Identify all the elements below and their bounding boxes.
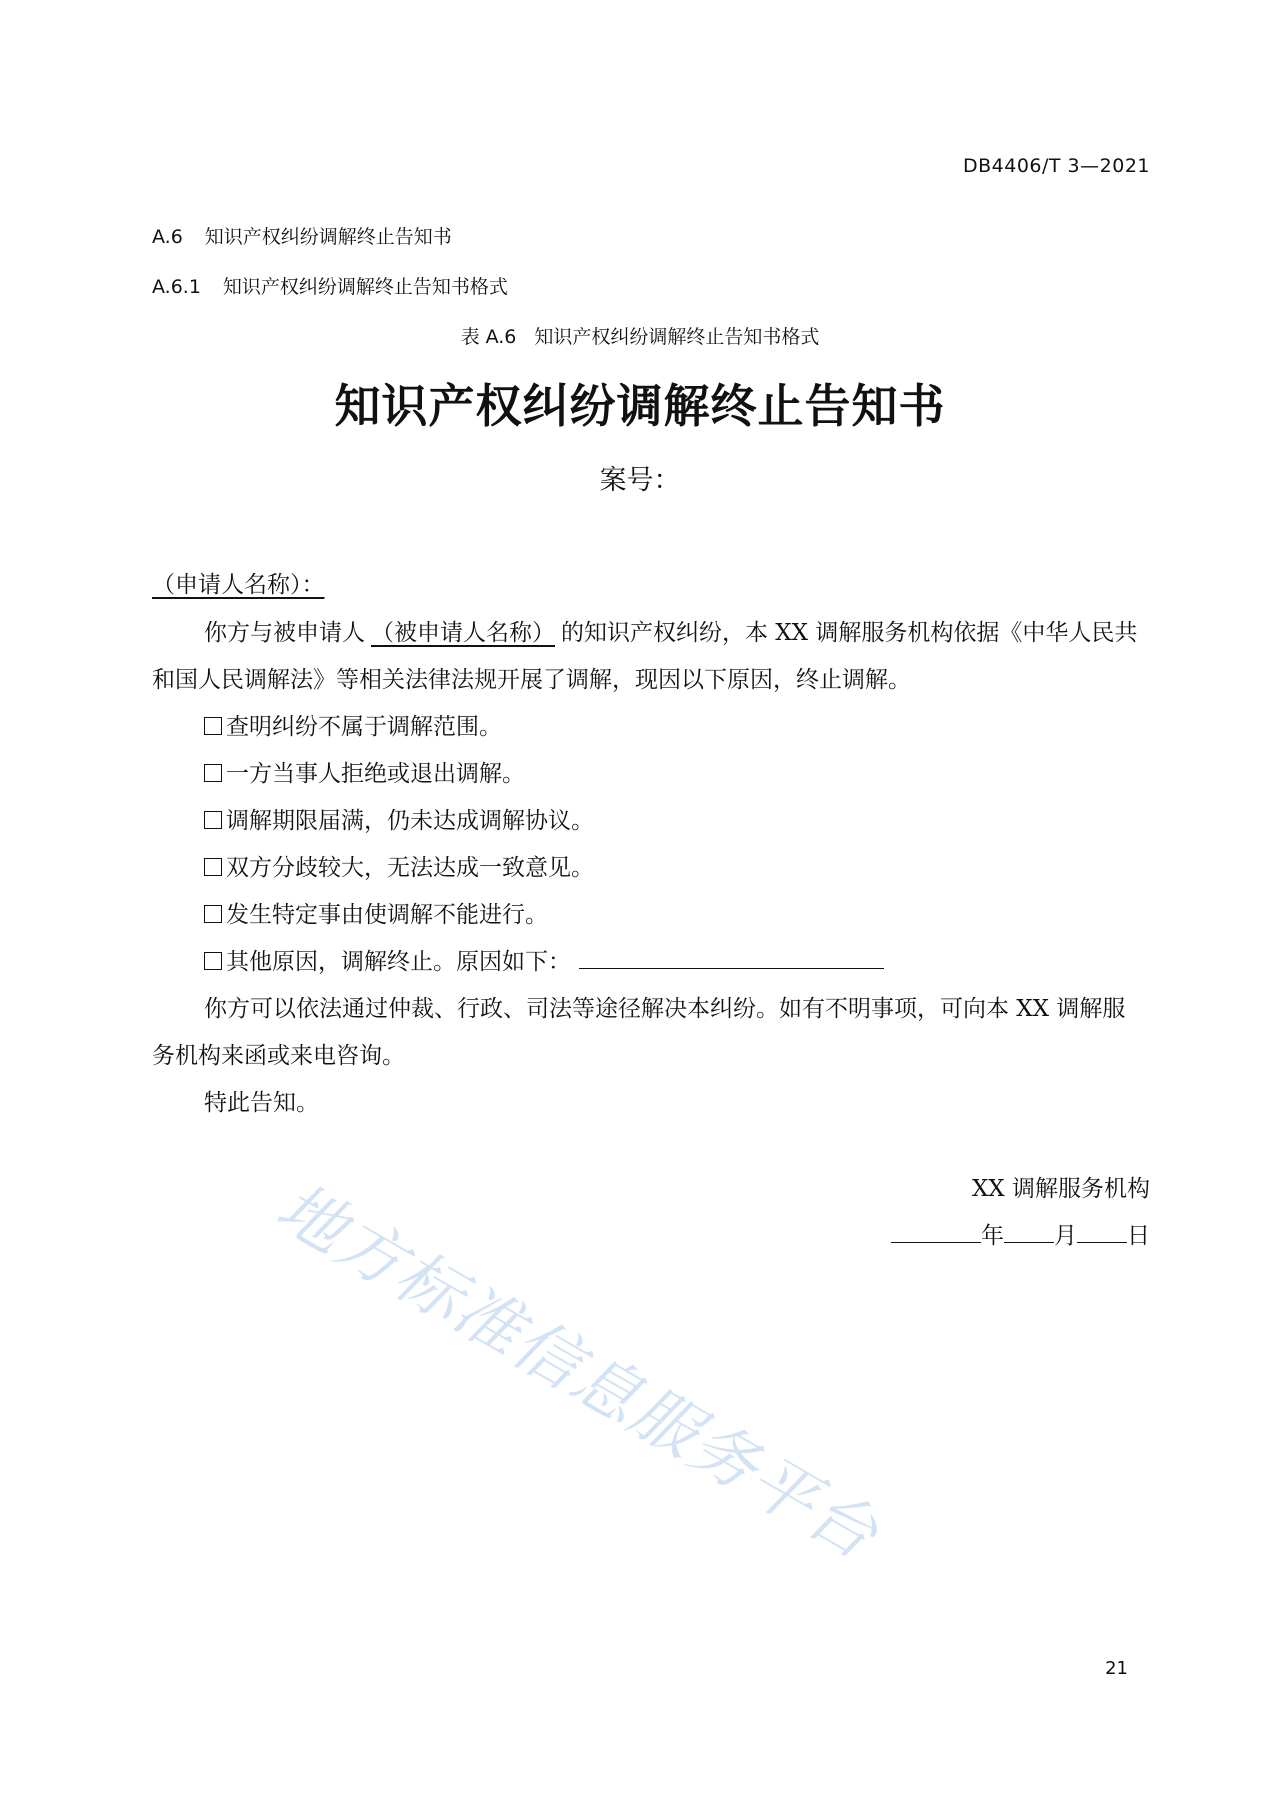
applicant-name-placeholder: （申请人名称）：	[152, 572, 325, 598]
table-caption-title: 知识产权纠纷调解终止告知书格式	[534, 326, 820, 348]
respondent-name-placeholder: （被申请人名称）	[371, 620, 555, 646]
reason-text: 一方当事人拒绝或退出调解。	[226, 761, 525, 787]
addressee	[152, 562, 1142, 609]
reason-text: 双方分歧较大，无法达成一致意见。	[226, 855, 594, 881]
checkbox-icon[interactable]	[204, 952, 222, 970]
watermark: 地方标准信息服务平台	[264, 1167, 892, 1575]
checkbox-icon[interactable]	[204, 858, 222, 876]
table-caption	[0, 322, 1280, 349]
reason-item	[152, 798, 1142, 845]
clause-number: A.6.1	[152, 276, 201, 298]
clause-title: 知识产权纠纷调解终止告知书	[204, 226, 452, 248]
clause-heading-a6-1	[152, 272, 508, 299]
reason-item	[152, 751, 1142, 798]
page-number: 21	[1105, 1658, 1128, 1679]
termination-reasons-list	[152, 704, 1142, 986]
checkbox-icon[interactable]	[204, 811, 222, 829]
month-label: 月	[1054, 1223, 1077, 1249]
reason-text: 查明纠纷不属于调解范围。	[226, 714, 502, 740]
month-blank[interactable]	[1004, 1216, 1054, 1243]
other-reason-blank[interactable]	[579, 942, 884, 969]
year-label: 年	[981, 1223, 1004, 1249]
checkbox-icon[interactable]	[204, 717, 222, 735]
clause-title: 知识产权纠纷调解终止告知书格式	[222, 276, 508, 298]
reason-text: 发生特定事由使调解不能进行。	[226, 902, 548, 928]
signature-block	[891, 1166, 1150, 1260]
paragraph-prefix: 你方与被申请人	[204, 620, 365, 646]
paragraph-remedies: 你方可以依法通过仲裁、行政、司法等途径解决本纠纷。如有不明事项，可向本 XX 调解服务机构来函或来电咨询。	[152, 996, 1126, 1069]
clause-heading-a6	[152, 222, 452, 249]
clause-number: A.6	[152, 226, 183, 248]
reason-item	[152, 939, 1142, 986]
checkbox-icon[interactable]	[204, 764, 222, 782]
table-caption-number: 表 A.6	[460, 326, 517, 348]
case-number-label: 案号：	[599, 465, 681, 496]
day-label: 日	[1127, 1223, 1150, 1249]
date-line	[891, 1213, 1150, 1260]
reason-item	[152, 704, 1142, 751]
reason-item	[152, 845, 1142, 892]
standard-code: DB4406/T 3—2021	[962, 155, 1150, 177]
checkbox-icon[interactable]	[204, 905, 222, 923]
signing-organization: XX 调解服务机构	[971, 1176, 1150, 1202]
closing-statement: 特此告知。	[204, 1090, 319, 1116]
paragraph-suffix: 的知识产权纠纷，本 XX 调解服务机构依据《中华人民共和国人民调解法》等相关法律法规开展了调解，现因以下原因，终止调解。	[152, 620, 1138, 693]
day-blank[interactable]	[1077, 1216, 1127, 1243]
reason-text: 其他原因，调解终止。原因如下：	[226, 949, 571, 975]
document-title: 知识产权纠纷调解终止告知书	[334, 379, 946, 433]
year-blank[interactable]	[891, 1216, 981, 1243]
paragraph-mediation-info	[152, 610, 1142, 704]
reason-text: 调解期限届满，仍未达成调解协议。	[226, 808, 594, 834]
reason-item	[152, 892, 1142, 939]
